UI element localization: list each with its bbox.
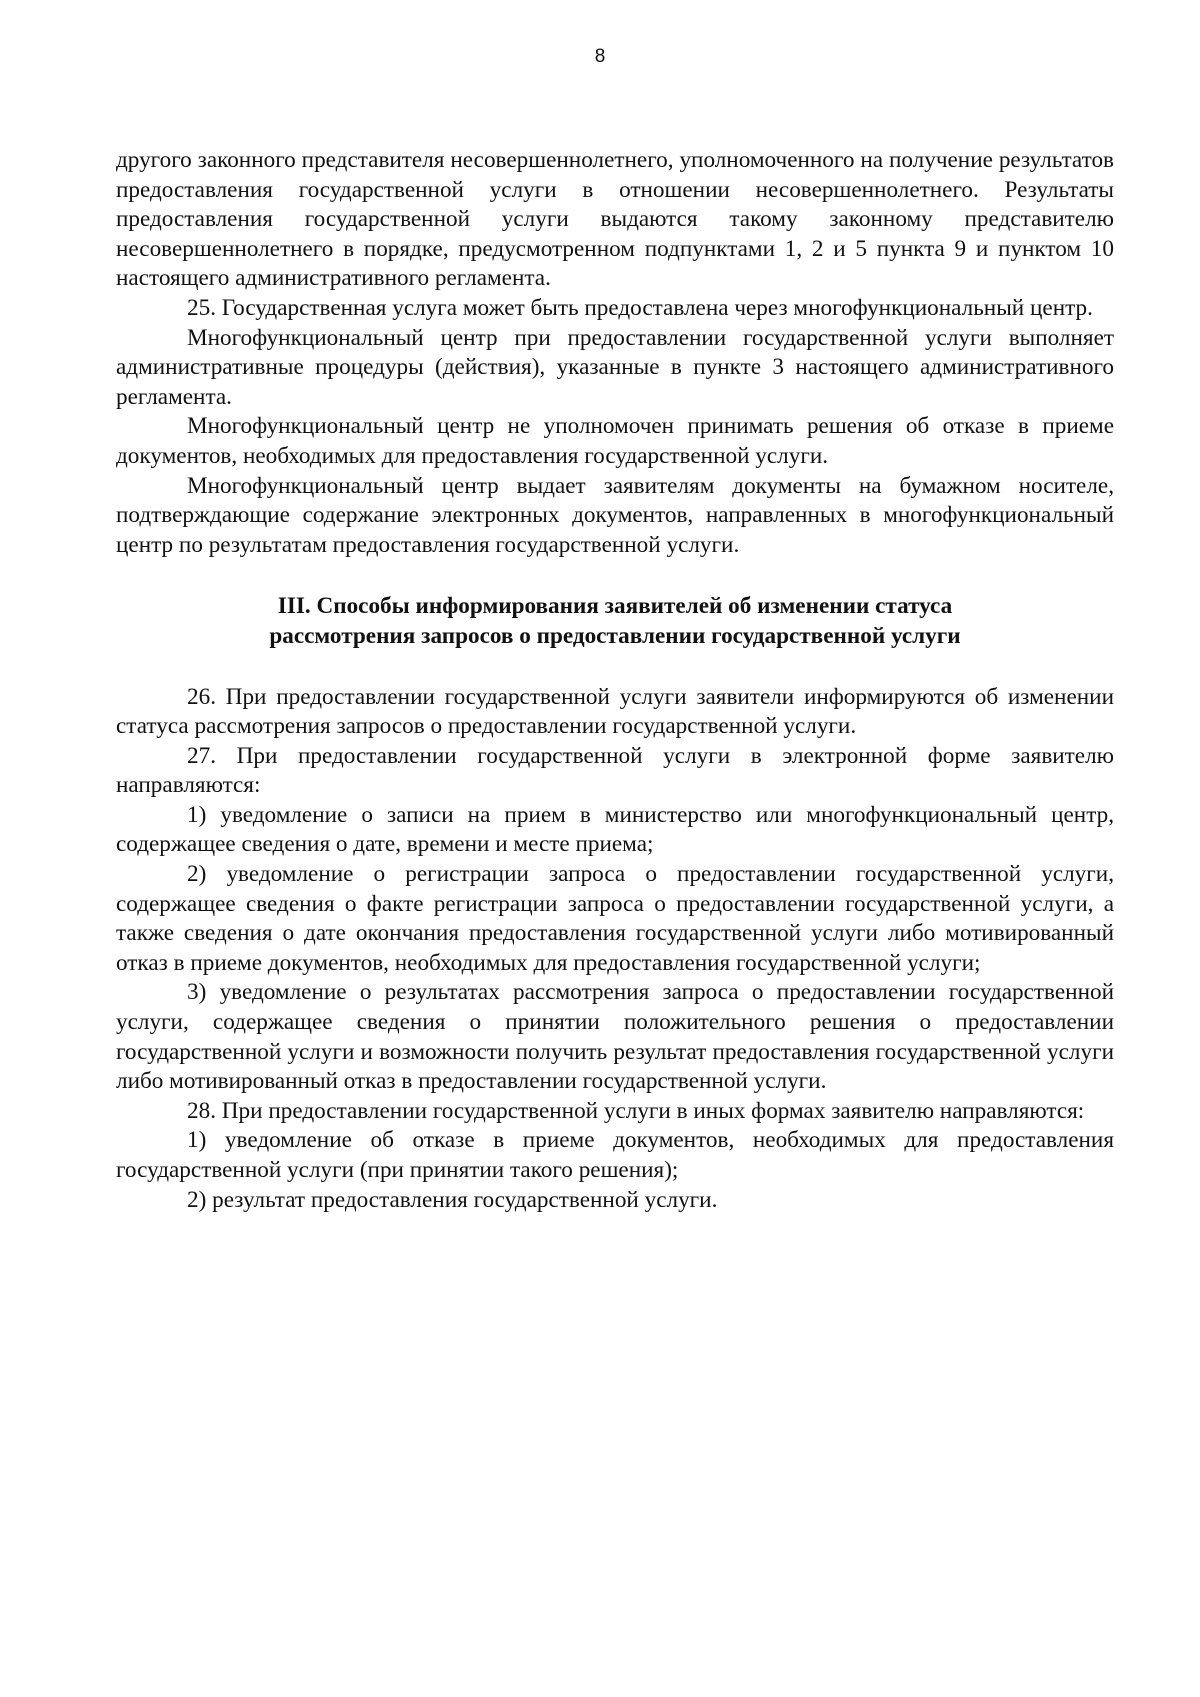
paragraph-28: 28. При предоставлении государственной услуги в иных формах заявителю направляются: xyxy=(187,1097,1085,1124)
paragraph-continuation: другого законного представителя несовершеннолетнего, уполномоченного на получение результатов предоставления государственной услуги в отношении несовершеннолетнего. Результаты предоставления государственной услуги выдаются такому законному представителю несовершеннолетнего в порядке, предусмотренном подпунктами 1, 2 и 5 пункта 9 и пунктом 10 настоящего административного регламента. xyxy=(116,147,1114,292)
section-heading-line-1: III. Способы информирования заявителей об изменении статуса xyxy=(277,593,953,620)
section-heading xyxy=(116,592,1114,651)
paragraph-mfc-issues-documents: Многофункциональный центр выдает заявителям документы на бумажном носителе, подтверждающие содержание электронных документов, направленных в многофункциональный центр по результатам предоставления государственной услуги. xyxy=(116,472,1114,558)
paragraph-28-item-2: 2) результат предоставления государственной услуги. xyxy=(187,1186,718,1213)
paragraph-27-item-2: 2) уведомление о регистрации запроса о предоставлении государственной услуги, содержащее сведения о факте регистрации запроса о предоставлении государственной услуги, а также сведения о дате окончания предоставления государственной услуги либо мотивированный отказ в приеме документов, необходимых для предоставления государственной услуги; xyxy=(116,861,1114,976)
document-body xyxy=(116,146,1114,1215)
page-number: 8 xyxy=(594,46,606,67)
paragraph-25: 25. Государственная услуга может быть предоставлена через многофункциональный центр. xyxy=(187,294,1093,321)
paragraph-mfc-not-authorized: Многофункциональный центр не уполномочен принимать решения об отказе в приеме документов, необходимых для предоставления государственной услуги. xyxy=(116,413,1114,469)
paragraph-27: 27. При предоставлении государственной услуги в электронной форме заявителю направляются: xyxy=(116,742,1114,799)
paragraph-mfc-procedures: Многофункциональный центр при предоставлении государственной услуги выполняет административные процедуры (действия), указанные в пункте 3 настоящего административного регламента. xyxy=(116,324,1114,410)
paragraph-26: 26. При предоставлении государственной услуги заявители информируются об изменении статуса рассмотрения запросов о предоставлении государственной услуги. xyxy=(116,683,1114,740)
paragraph-27-item-1: 1) уведомление о записи на прием в министерство или многофункциональный центр, содержащее сведения о дате, времени и месте приема; xyxy=(116,801,1114,858)
section-heading-line-2: рассмотрения запросов о предоставлении государственной услуги xyxy=(269,622,961,649)
paragraph-27-item-3: 3) уведомление о результатах рассмотрения запроса о предоставлении государственной услуги, содержащее сведения о принятии положительного решения о предоставлении государственной услуги и возможности получить результат предоставления государственной услуги либо мотивированный отказ в предоставлении государственной услуги. xyxy=(116,979,1114,1095)
paragraph-28-item-1: 1) уведомление об отказе в приеме документов, необходимых для предоставления государственной услуги (при принятии такого решения); xyxy=(116,1127,1114,1183)
